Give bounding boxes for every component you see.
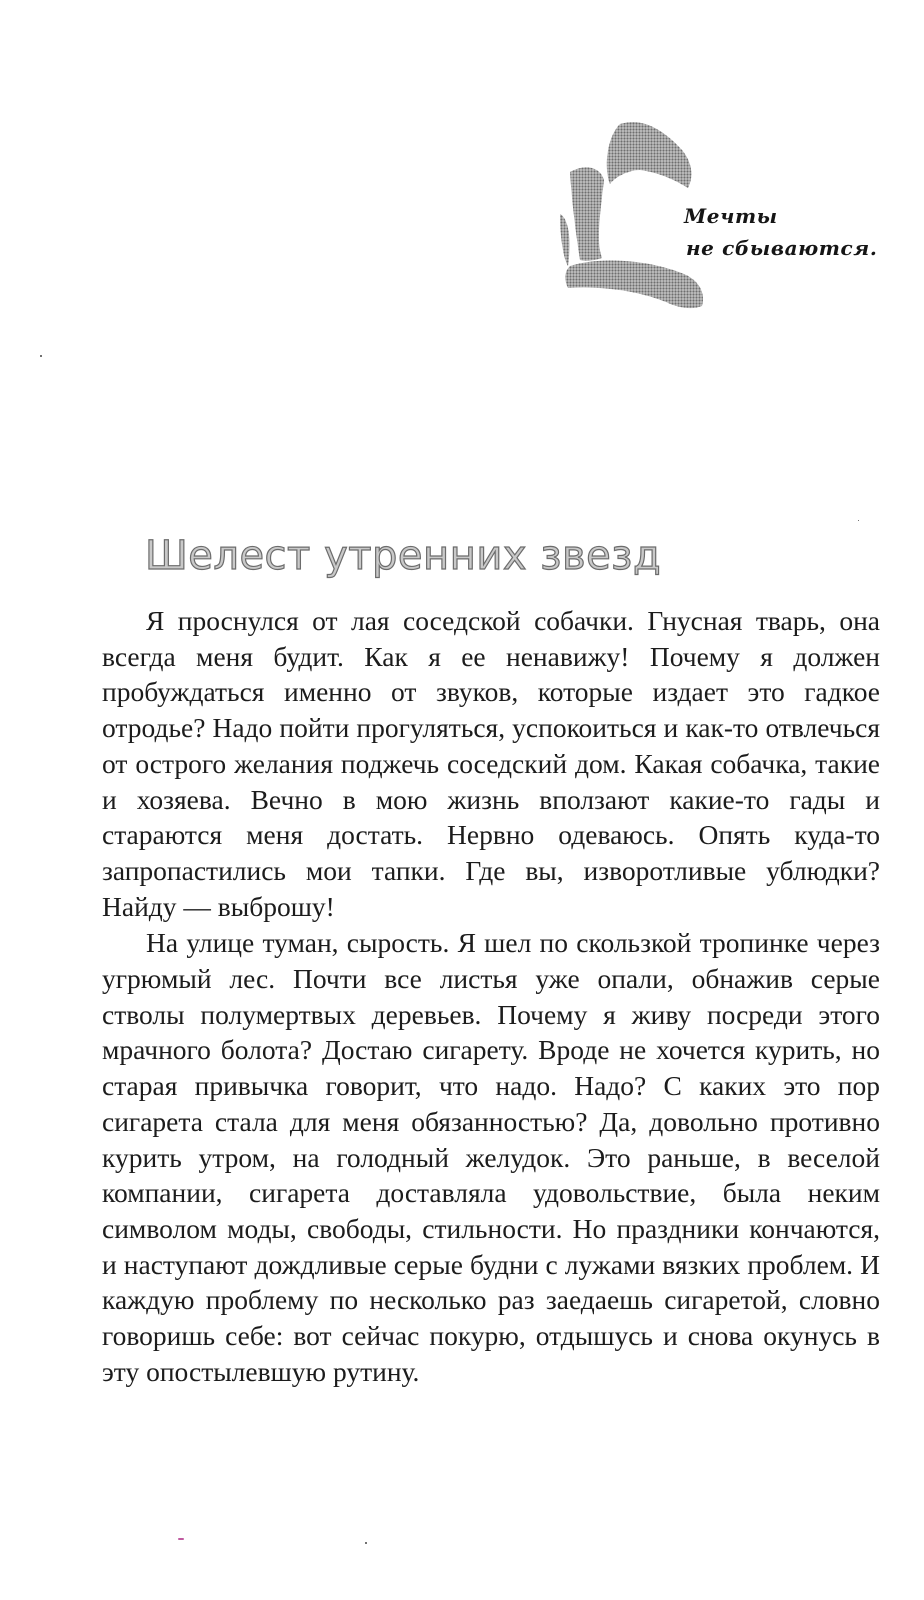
chapter-title: Шелест утренних звезд <box>145 533 662 579</box>
paper-speck <box>178 1538 184 1540</box>
body-text <box>102 603 880 1389</box>
epigraph-line: Мечты <box>684 204 778 228</box>
epigraph-line: не сбываются. <box>686 236 878 260</box>
paragraph: На улице туман, сырость. Я шел по скользкой тропинке через угрюмый лес. Почти все листья уже опали, обнажив серые стволы полумертвых деревьев. Почему я живу посреди этого мрачного болота? Достаю сигарету. Вроде не хочется курить, но старая привычка говорит, что надо. Надо? С каких это пор сигарета стала для меня обязанностью? Да, довольно противно курить утром, на голодный желудок. Это раньше, в веселой компании, сигарета доставляла удовольствие, была неким символом моды, свободы, стильности. Но праздники кончаются, и наступают дождливые серые будни с лужами вязких проблем. И каждую проблему по несколько раз заедаешь сигаретой, словно говоришь себе: вот сейчас покурю, отдышусь и снова окунусь в эту опостылевшую рутину. <box>102 927 880 1387</box>
paper-speck <box>365 1542 367 1544</box>
epigraph <box>684 200 877 264</box>
paragraph: Я проснулся от лая соседской собачки. Гнусная тварь, она всегда меня будит. Как я ее ненавижу! Почему я должен пробуждаться именно от звуков, которые издает это гадкое отродье? Надо пойти прогуляться, успокоиться и как-то отвлечься от острого желания поджечь соседский дом. Какая собачка, такие и хозяева. Вечно в мою жизнь вползают какие-то гады и стараются меня достать. Нервно одеваюсь. Опять куда-то запропастились мои тапки. Где вы, изворотливые ублюдки? Найду — выброшу! <box>102 605 880 922</box>
paper-speck <box>40 355 42 357</box>
paper-speck <box>858 520 859 521</box>
